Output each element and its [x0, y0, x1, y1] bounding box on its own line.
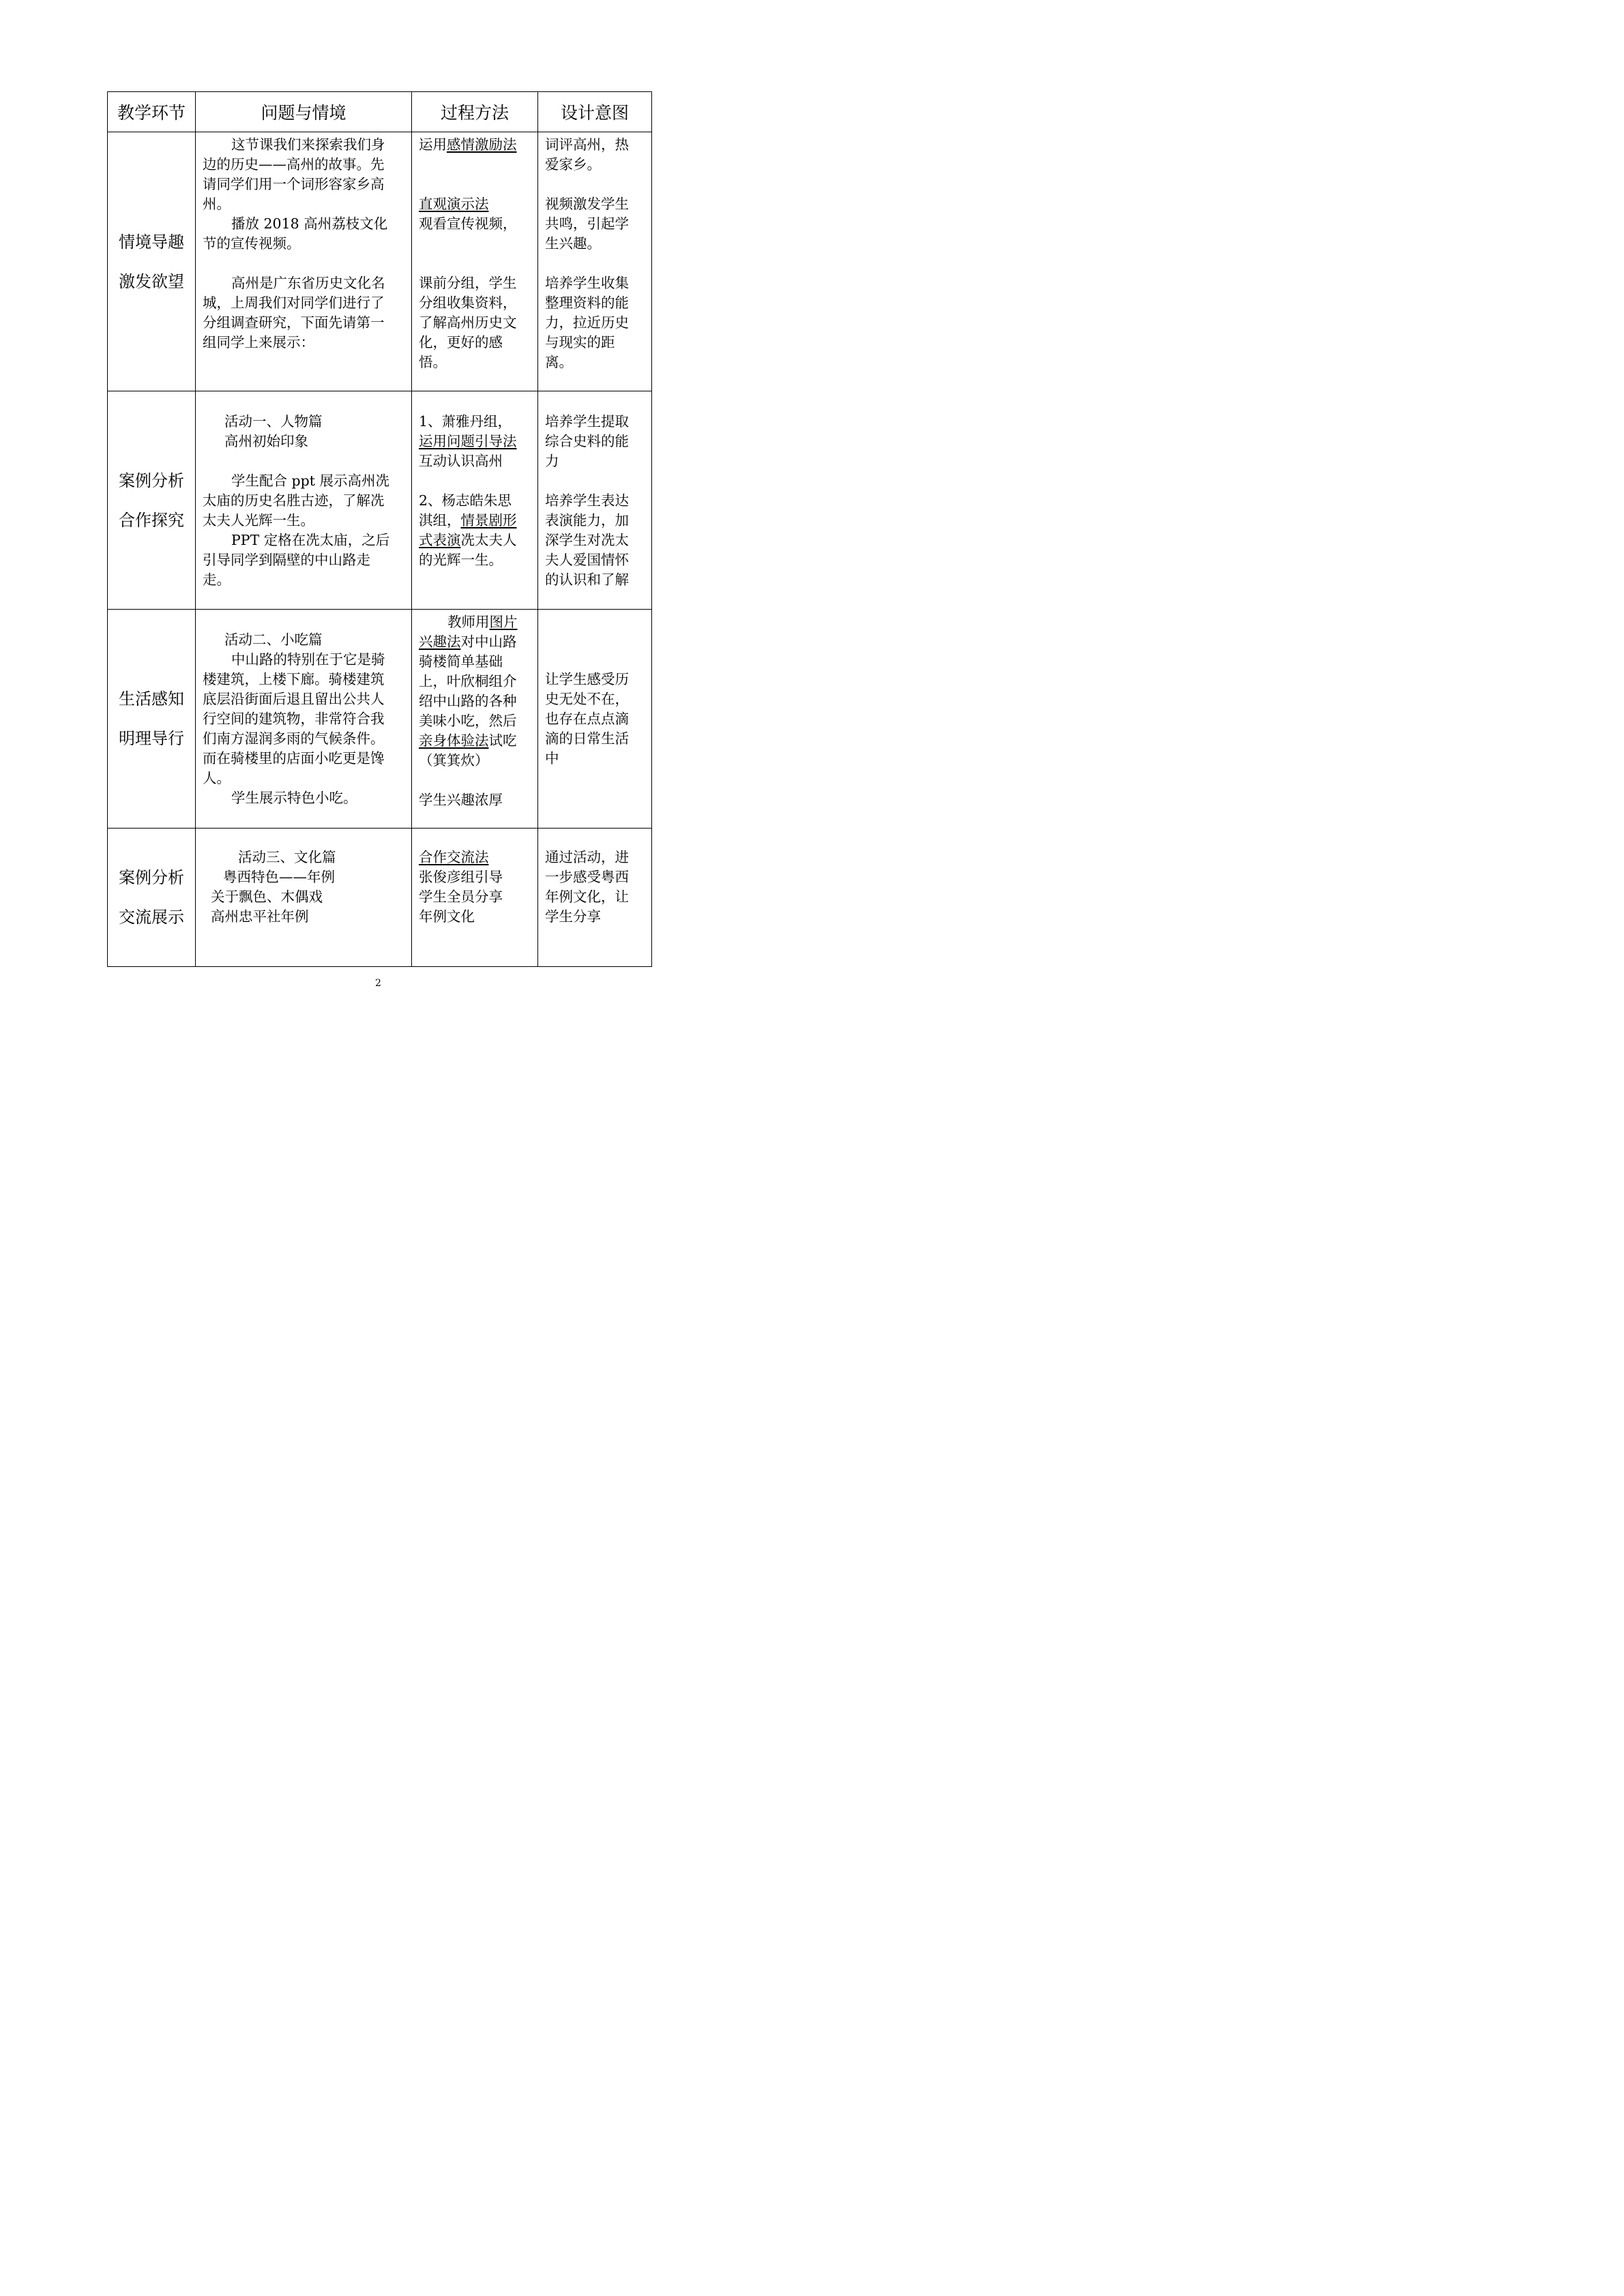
text-line: 太夫人光辉一生。 — [203, 512, 314, 528]
table-header-row — [108, 92, 652, 132]
text-line: 边的历史——高州的故事。先 — [203, 156, 385, 173]
text-line: 楼建筑，上楼下廊。骑楼建筑 — [203, 671, 385, 687]
method-cell — [412, 391, 538, 610]
text-line: 互动认识高州 — [419, 453, 503, 469]
text-line: 关于飘色、木偶戏 — [211, 889, 323, 905]
text-line: 上，叶欣桐组介 — [419, 673, 517, 689]
stage-line: 明理导行 — [119, 729, 184, 748]
text-line: 学生兴趣浓厚 — [419, 792, 503, 808]
stage-line: 交流展示 — [119, 908, 184, 927]
text-line: 力，拉近历史 — [545, 314, 629, 331]
problem-cell — [196, 610, 412, 829]
text-line: 底层沿街面后退且留出公共人 — [203, 691, 385, 707]
text-line: 滴的日常生活 — [545, 730, 629, 747]
text-line: 2、杨志皓朱思 — [419, 492, 512, 509]
text-line: 培养学生收集 — [545, 275, 629, 291]
intent-cell — [538, 391, 652, 610]
text-line: 而在骑楼里的店面小吃更是馋 — [203, 750, 385, 766]
text-line: 节的宣传视频。 — [203, 235, 301, 252]
text-line: 学生配合 ppt 展示高州冼 — [231, 473, 390, 489]
text-line: 组同学上来展示： — [203, 334, 314, 351]
text-line: 分组收集资料， — [419, 295, 517, 311]
text-line: （箕箕炊） — [419, 752, 489, 769]
method-term: 直观演示法 — [419, 196, 489, 212]
text-line: 人。 — [203, 770, 231, 786]
text-line: 词评高州，热 — [545, 136, 629, 153]
method-term: 运用问题引导法 — [419, 433, 517, 449]
text-line: 的认识和了解 — [545, 571, 629, 588]
header-design-intent: 设计意图 — [538, 92, 652, 132]
text-line: 播放 2018 高州荔枝文化 — [231, 215, 388, 232]
text-line: 让学生感受历 — [545, 671, 629, 687]
method-cell — [412, 829, 538, 967]
text-line: 分组调查研究，下面先请第一 — [203, 314, 385, 331]
intent-cell — [538, 132, 652, 391]
stage-cell — [108, 132, 196, 391]
text-line: 通过活动，进 — [545, 849, 629, 865]
stage-line: 案例分析 — [119, 868, 184, 887]
text-line: 请同学们用一个词形容家乡高 — [203, 176, 385, 192]
text-line: 兴趣法对中山路 — [419, 633, 517, 650]
text-line: 活动二、小吃篇 — [224, 631, 323, 648]
stage-line: 合作探究 — [119, 510, 184, 530]
stage-line: 情境导趣 — [119, 232, 184, 252]
text-line: 课前分组，学生 — [419, 275, 517, 291]
text-line: 了解高州历史文 — [419, 314, 517, 331]
text-line: 这节课我们来探索我们身 — [231, 136, 385, 153]
text-line: 的光辉一生。 — [419, 552, 503, 568]
text-line: 一步感受粤西 — [545, 869, 629, 885]
text-line: 也存在点点滴 — [545, 711, 629, 727]
text-line: 史无处不在， — [545, 691, 629, 707]
text-line: 活动一、人物篇 — [224, 413, 323, 430]
method-term: 合作交流法 — [419, 849, 489, 865]
stage-cell — [108, 829, 196, 967]
text-line: 美味小吃，然后 — [419, 713, 517, 729]
text-line: 离。 — [545, 354, 573, 370]
stage-line: 激发欲望 — [119, 271, 184, 291]
text-line: 城，上周我们对同学们进行了 — [203, 295, 385, 311]
text-line: 表演能力，加 — [545, 512, 629, 528]
text-line: 教师用图片 — [447, 614, 518, 630]
text-line: 中山路的特别在于它是骑 — [231, 651, 385, 668]
text-line: 与现实的距 — [545, 334, 615, 351]
text-line: 爱家乡。 — [545, 156, 601, 173]
text-line: 综合史料的能 — [545, 433, 629, 449]
method-term: 兴趣法 — [419, 633, 461, 650]
stage-line: 案例分析 — [119, 471, 184, 490]
text-line: 共鸣，引起学 — [545, 215, 629, 232]
text-line: 骑楼简单基础 — [419, 653, 503, 670]
intent-cell — [538, 610, 652, 829]
stage-line: 生活感知 — [119, 689, 184, 709]
text-line: 年例文化，让 — [545, 889, 629, 905]
text-line: 整理资料的能 — [545, 295, 629, 311]
text-line: PPT 定格在冼太庙，之后 — [231, 532, 390, 548]
text-line: 中 — [545, 750, 559, 766]
header-problem-context: 问题与情境 — [196, 92, 412, 132]
text-line: 运用感情激励法 — [419, 136, 517, 153]
header-teaching-stage: 教学环节 — [108, 92, 196, 132]
table-row — [108, 391, 652, 610]
text-line: 式表演冼太夫人 — [419, 532, 517, 548]
text-line: 引导同学到隔壁的中山路走 — [203, 552, 370, 568]
table-row — [108, 610, 652, 829]
text-line: 亲身体验法试吃 — [419, 732, 517, 749]
text-line: 学生全员分享 — [419, 889, 503, 905]
text-line: 悟。 — [419, 354, 447, 370]
method-term: 式表演 — [419, 532, 461, 548]
text-line: 学生展示特色小吃。 — [231, 790, 357, 806]
method-term: 图片 — [489, 614, 518, 630]
text-line: 化，更好的感 — [419, 334, 503, 351]
text-line: 年例文化 — [419, 908, 475, 925]
text-line: 太庙的历史名胜古迹，了解冼 — [203, 492, 385, 509]
method-cell — [412, 610, 538, 829]
text-line: 夫人爱国情怀 — [545, 552, 629, 568]
text-line: 们南方湿润多雨的气候条件。 — [203, 730, 385, 747]
lesson-plan-table — [107, 91, 652, 967]
text-line: 观看宣传视频， — [419, 215, 517, 232]
method-term: 情景剧形 — [460, 512, 517, 528]
table-row — [108, 829, 652, 967]
header-process-method: 过程方法 — [412, 92, 538, 132]
text-line: 生兴趣。 — [545, 235, 601, 252]
text-line: 粤西特色——年例 — [223, 869, 335, 885]
method-term: 亲身体验法 — [419, 732, 489, 749]
stage-cell — [108, 610, 196, 829]
text-line: 张俊彦组引导 — [419, 869, 503, 885]
text-line: 行空间的建筑物，非常符合我 — [203, 711, 385, 727]
intent-cell — [538, 829, 652, 967]
text-line: 学生分享 — [545, 908, 601, 925]
method-cell — [412, 132, 538, 391]
text-line: 绍中山路的各种 — [419, 693, 517, 709]
method-term: 感情激励法 — [447, 136, 517, 153]
text-line: 1、萧雅丹组， — [419, 413, 512, 430]
text-line: 活动三、文化篇 — [238, 849, 336, 865]
text-line: 走。 — [203, 571, 231, 588]
text-line: 淇组，情景剧形 — [419, 512, 517, 528]
text-line: 培养学生表达 — [545, 492, 629, 509]
text-line: 高州初始印象 — [224, 433, 308, 449]
text-line: 视频激发学生 — [545, 196, 629, 212]
text-line: 高州是广东省历史文化名 — [231, 275, 385, 291]
text-line: 州。 — [203, 196, 231, 212]
text-line: 深学生对冼太 — [545, 532, 629, 548]
stage-cell — [108, 391, 196, 610]
page-number: 2 — [375, 978, 381, 989]
text-line: 培养学生提取 — [545, 413, 629, 430]
problem-cell — [196, 132, 412, 391]
text-line: 高州忠平社年例 — [211, 908, 309, 925]
text-line: 力 — [545, 453, 559, 469]
table-row — [108, 132, 652, 391]
problem-cell — [196, 391, 412, 610]
problem-cell — [196, 829, 412, 967]
